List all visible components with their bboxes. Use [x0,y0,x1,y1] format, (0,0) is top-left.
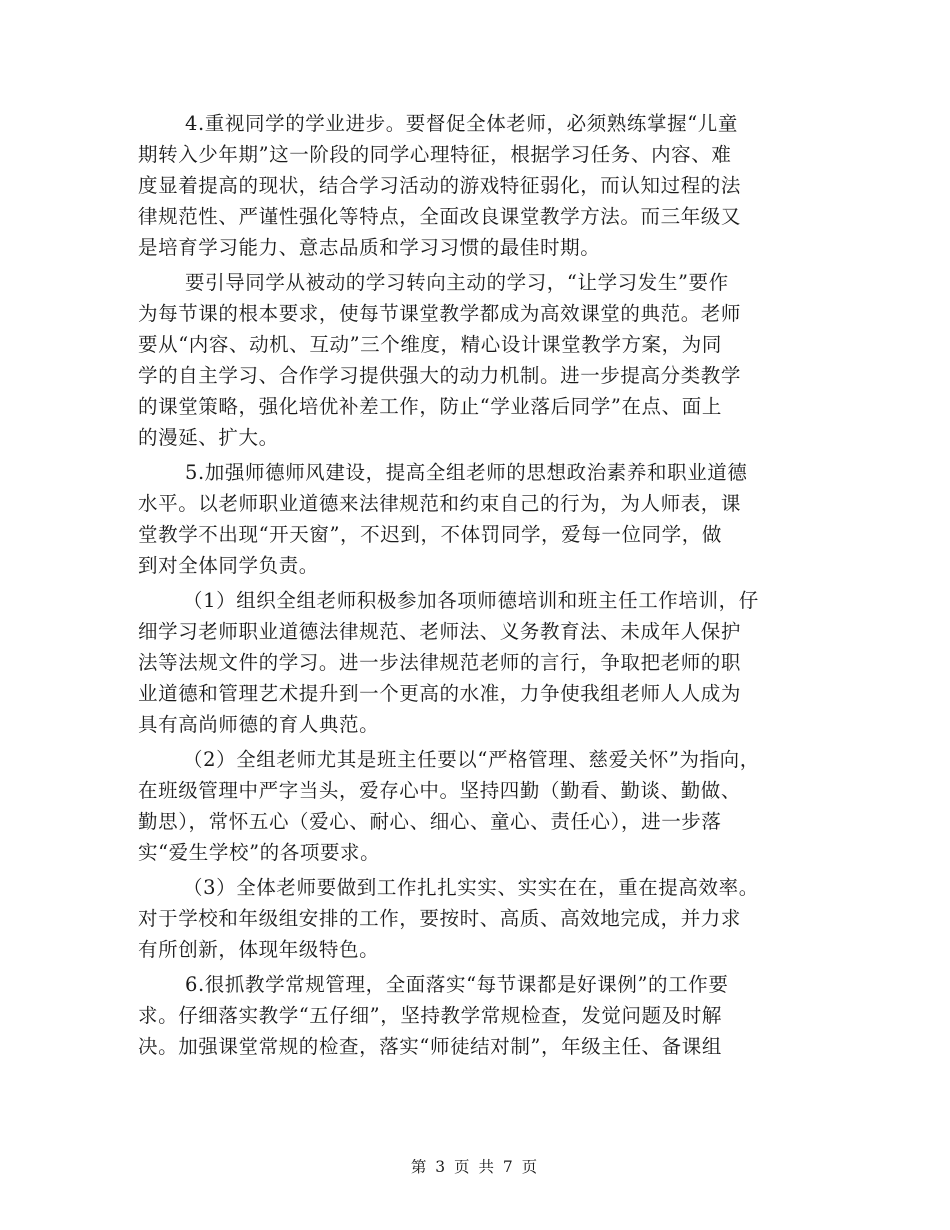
text-line: 律规范性、严谨性强化等特点，全面改良课堂教学方法。而三年级又 [138,205,742,228]
text-line: 度显着提高的现状，结合学习活动的游戏特征弱化，而认知过程的法 [138,174,742,197]
text-line: 5.加强师德师风建设，提高全组老师的思想政治素养和职业道德 [185,461,748,484]
text-line: （2）全组老师尤其是班主任要以“严格管理、慈爱关怀”为指向， [183,748,760,771]
text-line: 的课堂策略，强化培优补差工作，防止“学业落后同学”在点、面上 [138,395,722,418]
document-body [138,108,818,1066]
text-line: 的漫延、扩大。 [138,426,279,449]
text-line: 具有高尚师德的育人典范。 [138,713,380,736]
text-line: 4.重视同学的学业进步。要督促全体老师，必须熟练掌握“儿童 [185,112,738,135]
paragraph-teaching-routine [138,969,818,1062]
paragraph-academic-progress [138,108,818,263]
text-line: 决。加强课堂常规的检查，落实“师徒结对制”，年级主任、备课组 [138,1035,722,1058]
text-line: 到对全体同学负责。 [138,554,319,577]
text-line: 勤思），常怀五心（爱心、耐心、细心、童心、责任心），进一步落 [138,810,722,833]
text-line: 求。仔细落实教学“五仔细”，坚持教学常规检查，发觉问题及时解 [138,1004,722,1027]
text-line: 学的自主学习、合作学习提供强大的动力机制。进一步提高分类教学 [138,364,742,387]
paragraph-active-learning [138,267,818,453]
text-line: 在班级管理中严字当头，爱存心中。坚持四勤（勤看、勤谈、勤做、 [138,779,742,802]
text-line: 为每节课的根本要求，使每节课堂教学都成为高效课堂的典范。老师 [138,302,742,325]
text-line: 实“爱生学校”的各项要求。 [138,841,381,864]
text-line: 有所创新，体现年级特色。 [138,938,380,961]
text-line: 水平。以老师职业道德来法律规范和约束自己的行为，为人师表，课 [138,492,742,515]
text-line: 期转入少年期”这一阶段的同学心理特征，根据学习任务、内容、难 [138,143,732,166]
page-number-footer: 第 3 页 共 7 页 [410,1158,540,1176]
text-line: 要引导同学从被动的学习转向主动的学习，“让学习发生”要作 [185,271,729,294]
text-line: 堂教学不出现“开天窗”，不迟到，不体罚同学，爱每一位同学，做 [138,523,722,546]
paragraph-teacher-ethics [138,457,818,581]
paragraph-item-3 [138,872,818,965]
text-line: 要从“内容、动机、互动”三个维度，精心设计课堂教学方案，为同 [138,333,722,356]
text-line: 是培育学习能力、意志品质和学习习惯的最佳时期。 [138,236,601,259]
text-line: 6.很抓教学常规管理，全面落实“每节课都是好课例”的工作要 [185,973,729,996]
text-line: 对于学校和年级组安排的工作，要按时、高质、高效地完成，并力求 [138,907,742,930]
text-line: （1）组织全组老师积极参加各项师德培训和班主任工作培训，仔 [183,589,759,612]
text-line: 业道德和管理艺术提升到一个更高的水准，力争使我组老师人人成为 [138,682,742,705]
paragraph-item-2 [138,744,818,868]
paragraph-item-1 [138,585,818,740]
text-line: 细学习老师职业道德法律规范、老师法、义务教育法、未成年人保护 [138,620,742,643]
text-line: 法等法规文件的学习。进一步法律规范老师的言行，争取把老师的职 [138,651,742,674]
text-line: （3）全体老师要做到工作扎扎实实、实实在在，重在提高效率。 [183,876,759,899]
